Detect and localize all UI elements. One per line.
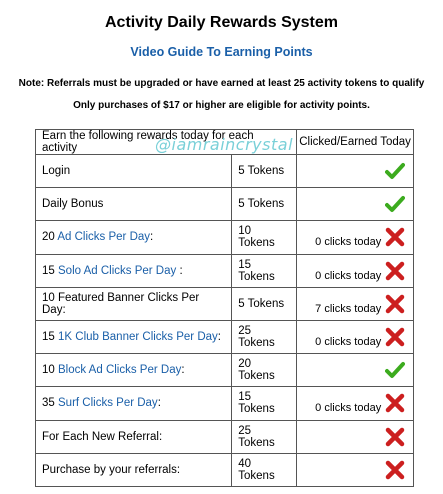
tokens-cell: 25 Tokens xyxy=(232,420,297,453)
activity-cell xyxy=(36,221,232,254)
cross-icon xyxy=(385,327,405,347)
activity-label: For Each New Referral: xyxy=(42,430,163,443)
status-cell xyxy=(297,420,414,453)
table-row xyxy=(36,420,414,453)
activity-column-header: Earn the following rewards today for each activity xyxy=(36,130,297,155)
activity-cell xyxy=(36,354,232,387)
table-row xyxy=(36,221,414,254)
activity-label: : xyxy=(150,231,154,244)
activity-link[interactable]: Ad Clicks Per Day xyxy=(57,231,151,244)
cross-icon xyxy=(385,460,405,480)
activity-link[interactable]: Block Ad Clicks Per Day xyxy=(58,364,182,377)
activity-label: Purchase by your referrals: xyxy=(42,463,181,476)
tokens-cell: 15 Tokens xyxy=(232,387,297,420)
activity-count: 15 xyxy=(42,331,58,344)
activity-link[interactable]: 1K Club Banner Clicks Per Day xyxy=(58,331,218,344)
activity-link[interactable]: Solo Ad Clicks Per Day xyxy=(58,264,177,277)
activity-cell xyxy=(36,387,232,420)
status-cell xyxy=(297,155,414,188)
activity-cell xyxy=(36,420,232,453)
rewards-table xyxy=(35,129,414,487)
status-cell xyxy=(297,453,414,486)
cross-icon xyxy=(385,294,405,314)
tokens-cell: 5 Tokens xyxy=(232,287,297,320)
status-cell xyxy=(297,320,414,353)
activity-cell xyxy=(36,320,232,353)
status-cell xyxy=(297,221,414,254)
clicks-today-text: 0 clicks today xyxy=(315,402,382,415)
activity-label: : xyxy=(157,397,161,410)
tokens-cell: 5 Tokens xyxy=(232,188,297,221)
tokens-cell: 40 Tokens xyxy=(232,453,297,486)
activity-label: 10 Featured Banner Clicks Per Day: xyxy=(42,291,200,316)
table-row xyxy=(36,254,414,287)
checkmark-icon xyxy=(385,360,405,380)
activity-link[interactable]: Surf Clicks Per Day xyxy=(58,397,158,410)
activity-cell xyxy=(36,287,232,320)
clicks-today-text: 0 clicks today xyxy=(315,335,382,348)
activity-label: : xyxy=(176,264,183,277)
tokens-cell: 25 Tokens xyxy=(232,320,297,353)
activity-cell xyxy=(36,254,232,287)
table-row xyxy=(36,287,414,320)
activity-cell xyxy=(36,453,232,486)
table-row xyxy=(36,453,414,486)
activity-count: 15 xyxy=(42,264,58,277)
table-row xyxy=(36,188,414,221)
activity-count: 10 xyxy=(42,364,58,377)
status-cell xyxy=(297,354,414,387)
cross-icon xyxy=(385,393,405,413)
status-cell xyxy=(297,188,414,221)
tokens-cell: 10 Tokens xyxy=(232,221,297,254)
cross-icon xyxy=(385,227,405,247)
table-row xyxy=(36,320,414,353)
status-cell xyxy=(297,254,414,287)
table-row xyxy=(36,354,414,387)
activity-cell xyxy=(36,155,232,188)
checkmark-icon xyxy=(385,194,405,214)
cross-icon xyxy=(385,261,405,281)
clicks-today-text: 0 clicks today xyxy=(315,236,382,249)
activity-count: 20 xyxy=(42,231,58,244)
video-guide-link[interactable]: Video Guide To Earning Points xyxy=(130,45,313,59)
purchase-note: Only purchases of $17 or higher are eligible for activity points. xyxy=(73,100,370,111)
table-row xyxy=(36,155,414,188)
clicks-today-text: 0 clicks today xyxy=(315,269,382,282)
clicks-today-text: 7 clicks today xyxy=(315,302,382,315)
referral-note: Note: Referrals must be upgraded or have earned at least 25 activity tokens to qualify xyxy=(18,78,425,89)
status-cell xyxy=(297,287,414,320)
activity-label: : xyxy=(181,364,185,377)
activity-label: Login xyxy=(42,165,71,178)
status-cell xyxy=(297,387,414,420)
cross-icon xyxy=(385,427,405,447)
status-column-header: Clicked/Earned Today xyxy=(297,130,414,155)
activity-cell xyxy=(36,188,232,221)
tokens-cell: 15 Tokens xyxy=(232,254,297,287)
table-row xyxy=(36,387,414,420)
tokens-cell: 5 Tokens xyxy=(232,155,297,188)
activity-count: 35 xyxy=(42,397,58,410)
tokens-cell: 20 Tokens xyxy=(232,354,297,387)
activity-label: : xyxy=(217,331,221,344)
watermark-text: @iamraincrystal xyxy=(155,135,294,154)
activity-label: Daily Bonus xyxy=(42,198,104,211)
checkmark-icon xyxy=(385,161,405,181)
page-title: Activity Daily Rewards System xyxy=(105,14,338,31)
